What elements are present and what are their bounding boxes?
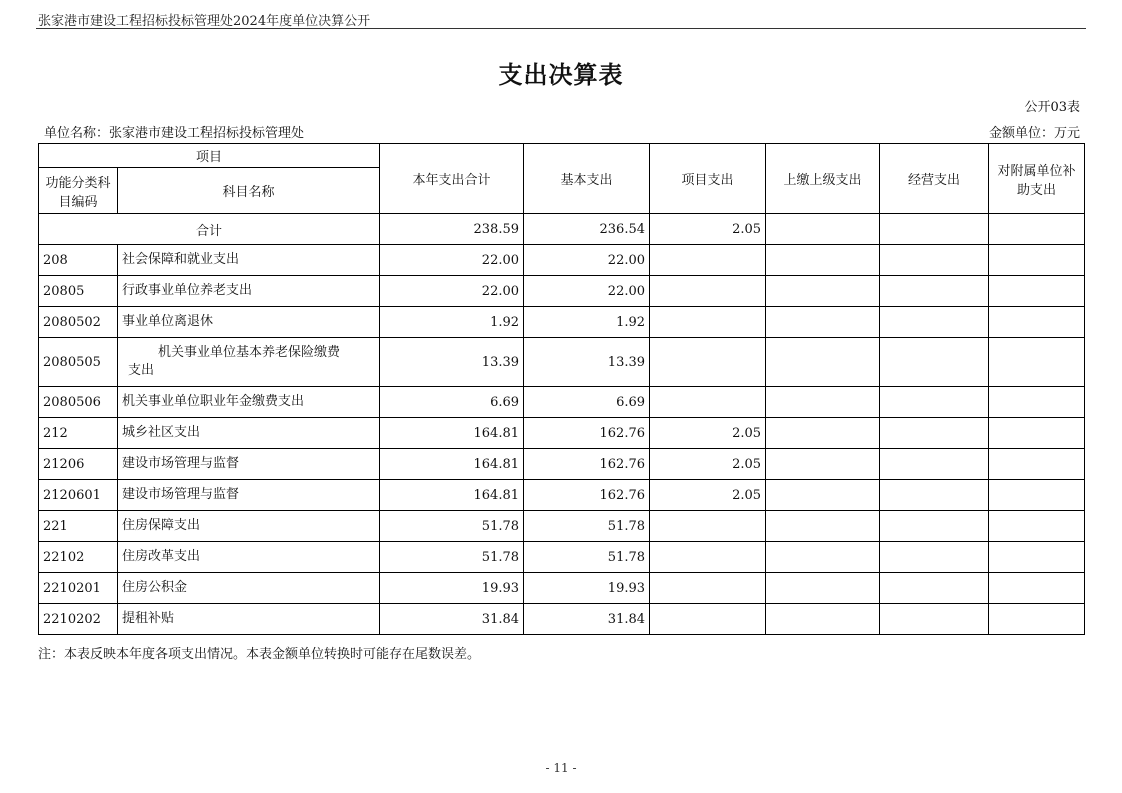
operating-cell — [880, 418, 989, 449]
operating-cell — [880, 245, 989, 276]
name-cell: 住房改革支出 — [118, 542, 380, 573]
basic-cell: 13.39 — [524, 338, 650, 387]
amount-unit-label: 金额单位：万元 — [988, 126, 1080, 141]
header-operating: 经营支出 — [880, 144, 989, 214]
operating-cell — [880, 307, 989, 338]
table-row — [39, 573, 1085, 604]
total-cell: 164.81 — [380, 480, 524, 511]
subsidy-cell — [989, 418, 1085, 449]
project-cell — [650, 307, 766, 338]
subsidy-cell — [989, 480, 1085, 511]
table-row — [39, 338, 1085, 387]
operating-cell — [880, 214, 989, 245]
total-cell: 6.69 — [380, 387, 524, 418]
remit-upper-cell — [766, 542, 880, 573]
name-cell: 事业单位离退休 — [118, 307, 380, 338]
subsidy-cell — [989, 214, 1085, 245]
basic-cell: 236.54 — [524, 214, 650, 245]
name-cell: 建设市场管理与监督 — [118, 449, 380, 480]
table-row — [39, 307, 1085, 338]
project-cell: 2.05 — [650, 480, 766, 511]
project-cell — [650, 604, 766, 635]
subsidy-cell — [989, 604, 1085, 635]
code-cell: 221 — [39, 511, 118, 542]
code-cell: 2080506 — [39, 387, 118, 418]
subsidy-cell — [989, 542, 1085, 573]
operating-cell — [880, 449, 989, 480]
project-cell — [650, 511, 766, 542]
total-label: 合计 — [39, 214, 380, 245]
total-cell: 164.81 — [380, 449, 524, 480]
total-cell: 238.59 — [380, 214, 524, 245]
table-row — [39, 449, 1085, 480]
project-cell — [650, 276, 766, 307]
header-subsidy: 对附属单位补助支出 — [989, 144, 1085, 214]
project-cell: 2.05 — [650, 214, 766, 245]
operating-cell — [880, 338, 989, 387]
remit-upper-cell — [766, 418, 880, 449]
basic-cell: 162.76 — [524, 449, 650, 480]
project-cell: 2.05 — [650, 418, 766, 449]
operating-cell — [880, 276, 989, 307]
unit-name-label: 单位名称：张家港市建设工程招标投标管理处 — [44, 126, 305, 141]
remit-upper-cell — [766, 387, 880, 418]
remit-upper-cell — [766, 245, 880, 276]
project-cell — [650, 338, 766, 387]
operating-cell — [880, 604, 989, 635]
project-cell — [650, 542, 766, 573]
table-row — [39, 480, 1085, 511]
total-cell: 22.00 — [380, 245, 524, 276]
operating-cell — [880, 387, 989, 418]
header-remit-upper: 上缴上级支出 — [766, 144, 880, 214]
code-cell: 21206 — [39, 449, 118, 480]
subsidy-cell — [989, 307, 1085, 338]
project-cell — [650, 573, 766, 604]
basic-cell: 1.92 — [524, 307, 650, 338]
total-cell: 1.92 — [380, 307, 524, 338]
header-rule — [36, 28, 1086, 29]
code-cell: 20805 — [39, 276, 118, 307]
name-line-1: 机关事业单位基本养老保险缴费 — [158, 345, 341, 360]
code-cell: 208 — [39, 245, 118, 276]
operating-cell — [880, 542, 989, 573]
page-title: 支出决算表 — [498, 60, 624, 89]
header-project: 项目支出 — [650, 144, 766, 214]
header-code: 功能分类科目编码 — [39, 168, 118, 214]
name-cell: 住房保障支出 — [118, 511, 380, 542]
page-number: - 11 - — [545, 761, 577, 775]
subsidy-cell — [989, 449, 1085, 480]
table-row — [39, 245, 1085, 276]
running-header-title: 张家港市建设工程招标投标管理处2024年度单位决算公开 — [38, 14, 371, 29]
operating-cell — [880, 511, 989, 542]
code-cell: 2080505 — [39, 338, 118, 387]
header-basic: 基本支出 — [524, 144, 650, 214]
remit-upper-cell — [766, 573, 880, 604]
header-total: 本年支出合计 — [380, 144, 524, 214]
operating-cell — [880, 573, 989, 604]
operating-cell — [880, 480, 989, 511]
remit-upper-cell — [766, 511, 880, 542]
total-row — [39, 214, 1085, 245]
name-cell: 建设市场管理与监督 — [118, 480, 380, 511]
code-cell: 2210201 — [39, 573, 118, 604]
remit-upper-cell — [766, 214, 880, 245]
table-row — [39, 511, 1085, 542]
remit-upper-cell — [766, 276, 880, 307]
form-number: 公开03表 — [1024, 100, 1080, 115]
total-cell: 31.84 — [380, 604, 524, 635]
remit-upper-cell — [766, 604, 880, 635]
name-cell — [118, 338, 380, 387]
expense-table — [38, 143, 1085, 635]
basic-cell: 51.78 — [524, 511, 650, 542]
project-cell: 2.05 — [650, 449, 766, 480]
table-row — [39, 604, 1085, 635]
name-cell: 提租补贴 — [118, 604, 380, 635]
subsidy-cell — [989, 338, 1085, 387]
footnote: 注：本表反映本年度各项支出情况。本表金额单位转换时可能存在尾数误差。 — [38, 647, 481, 662]
subsidy-cell — [989, 511, 1085, 542]
subsidy-cell — [989, 245, 1085, 276]
table-row — [39, 542, 1085, 573]
basic-cell: 22.00 — [524, 276, 650, 307]
basic-cell: 162.76 — [524, 480, 650, 511]
total-cell: 22.00 — [380, 276, 524, 307]
project-cell — [650, 245, 766, 276]
remit-upper-cell — [766, 449, 880, 480]
name-cell: 住房公积金 — [118, 573, 380, 604]
basic-cell: 51.78 — [524, 542, 650, 573]
total-cell: 51.78 — [380, 542, 524, 573]
name-cell: 机关事业单位职业年金缴费支出 — [118, 387, 380, 418]
total-cell: 51.78 — [380, 511, 524, 542]
project-cell — [650, 387, 766, 418]
basic-cell: 6.69 — [524, 387, 650, 418]
remit-upper-cell — [766, 480, 880, 511]
code-cell: 22102 — [39, 542, 118, 573]
subsidy-cell — [989, 387, 1085, 418]
remit-upper-cell — [766, 307, 880, 338]
table-row — [39, 387, 1085, 418]
basic-cell: 19.93 — [524, 573, 650, 604]
remit-upper-cell — [766, 338, 880, 387]
name-line-2: 支出 — [128, 363, 155, 378]
code-cell: 2120601 — [39, 480, 118, 511]
code-cell: 2210202 — [39, 604, 118, 635]
basic-cell: 162.76 — [524, 418, 650, 449]
total-cell: 19.93 — [380, 573, 524, 604]
basic-cell: 31.84 — [524, 604, 650, 635]
code-cell: 212 — [39, 418, 118, 449]
name-cell: 行政事业单位养老支出 — [118, 276, 380, 307]
name-cell: 社会保障和就业支出 — [118, 245, 380, 276]
total-cell: 164.81 — [380, 418, 524, 449]
code-cell: 2080502 — [39, 307, 118, 338]
subsidy-cell — [989, 276, 1085, 307]
subsidy-cell — [989, 573, 1085, 604]
name-cell: 城乡社区支出 — [118, 418, 380, 449]
table-row — [39, 418, 1085, 449]
table-row — [39, 276, 1085, 307]
basic-cell: 22.00 — [524, 245, 650, 276]
header-name: 科目名称 — [118, 168, 380, 214]
header-item: 项目 — [39, 144, 380, 168]
total-cell: 13.39 — [380, 338, 524, 387]
